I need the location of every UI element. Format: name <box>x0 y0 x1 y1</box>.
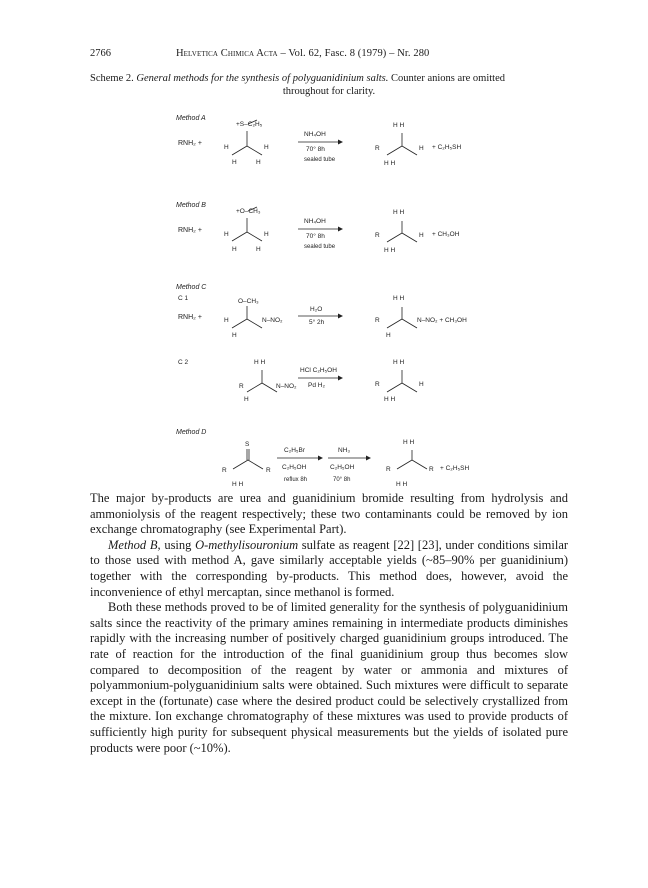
method-d-product-nh2: H H <box>403 439 415 446</box>
c1-product-bond-3 <box>402 319 417 328</box>
b-reagent-bond-3 <box>247 232 262 241</box>
method-b-nh-left: H <box>224 231 229 238</box>
method-d-step1-mid: C₂H₅OH <box>282 464 307 471</box>
method-c2-label: C 2 <box>178 359 189 366</box>
caption-title: General methods for the synthesis of polyguanidinium salts. <box>136 73 389 84</box>
method-a-reagent: RNH₂ + <box>178 140 202 147</box>
method-b-cond-mid: 70° 8h <box>306 233 325 240</box>
d-product-bond-3 <box>412 460 427 469</box>
method-d-product-r2: R <box>429 466 434 473</box>
method-a-substituent: +S–C₂H₅ <box>236 121 263 128</box>
method-c-label: Method C <box>176 284 207 291</box>
method-b-h-left: H <box>232 246 237 253</box>
method-a-cond-bot: sealed tube <box>304 157 336 163</box>
method-c1-cond-mid: 5° 2h <box>309 319 325 326</box>
journal-name: Helvetica Chimica Acta <box>176 48 278 59</box>
method-b-product-h: H <box>419 232 424 239</box>
b-product-bond-2 <box>387 233 402 242</box>
method-c2-product-nh2: H H <box>393 359 405 366</box>
method-d-byproduct: + C₂H₅SH <box>440 465 470 472</box>
paragraph-3: Both these methods proved to be of limited generality for the synthesis of polyguanidinium salts since the reactivity of the primary amines remaining in intermediate products diminishes rapidly with the increasing number of positively charged guanidinium groups introduced. The rate of reaction for the introduction of the final guanidinium group thus becomes slow compared to decomposition of the reagent by water or ammonia and mixtures of polyammonium-polyguanidinium salts were obtained. Such mixtures were difficult to separate except in the (fortunate) case where the desired product could be selectively crystallized from the mixture. Ion exchange chromatography of these mixtures was used to provide products of sufficiently high purity for subsequent physical measurements but the yields of isolated pure products were poor (~10%). <box>90 600 568 755</box>
caption-line-2: throughout for clarity. <box>282 86 376 97</box>
method-b-label: Method B <box>176 202 206 209</box>
c2-reagent-bond-3 <box>262 383 277 392</box>
method-b-nh-right: H <box>264 231 269 238</box>
method-b-cond-top: NH₄OH <box>304 218 326 225</box>
d-arrowhead-1 <box>318 456 323 461</box>
method-a-cond-mid: 70° 8h <box>306 146 325 153</box>
method-a-h-right: H <box>256 159 261 166</box>
c2-product-bond-2 <box>387 383 402 392</box>
c2-arrowhead <box>338 376 343 381</box>
method-c2-reagent-r: R <box>239 383 244 390</box>
b-reagent-bond-2 <box>232 232 247 241</box>
method-b-byproduct: + CH₃OH <box>432 231 460 238</box>
method-c2-reagent-nh2: H H <box>254 359 266 366</box>
method-c2-product-h: H <box>419 381 424 388</box>
method-c-nitro: N–NO₂ <box>262 317 283 324</box>
method-d-step2-top: NH₃ <box>338 447 351 454</box>
method-c1-label: C 1 <box>178 295 189 302</box>
a-reagent-bond-2 <box>232 146 247 155</box>
scheme-caption <box>90 72 568 98</box>
method-b-cond-bot: sealed tube <box>304 244 336 250</box>
d-reagent-bond-4 <box>248 460 263 469</box>
method-d-product-r: R <box>386 466 391 473</box>
c1-reagent-bond-2 <box>232 319 247 328</box>
method-b-ref: Method B, <box>108 537 161 552</box>
scheme-svg <box>0 108 648 490</box>
method-d-step1-bot: reflux 8h <box>284 477 308 483</box>
a-product-bond-3 <box>402 146 417 155</box>
paragraph-2-a: using <box>164 537 192 552</box>
method-b-substituent: +O–CH₃ <box>236 208 261 215</box>
c2-product-bond-3 <box>402 383 417 392</box>
method-a-product-nh2: H H <box>393 122 405 129</box>
method-b-product-hh: H H <box>384 247 396 254</box>
method-c2-product-r: R <box>375 381 380 388</box>
caption-label: Scheme 2. <box>90 73 134 84</box>
a-reagent-bond-3 <box>247 146 262 155</box>
method-a-label: Method A <box>176 115 206 122</box>
method-b-reagent: RNH₂ + <box>178 227 202 234</box>
a-product-bond-2 <box>387 146 402 155</box>
method-c2-reagent-h: H <box>244 396 249 403</box>
method-a-nh-right: H <box>264 144 269 151</box>
method-d-label: Method D <box>176 429 207 436</box>
method-b-product-nh2: H H <box>393 209 405 216</box>
b-arrowhead <box>338 227 343 232</box>
method-d-step2-bot: 70° 8h <box>333 477 351 483</box>
d-arrowhead-2 <box>366 456 371 461</box>
paragraph-2 <box>90 538 568 600</box>
method-b-product-r: R <box>375 232 380 239</box>
method-a-nh-left: H <box>224 144 229 151</box>
page-number: 2766 <box>90 48 111 59</box>
method-c-nh-left: H <box>224 317 229 324</box>
method-c-h-left: H <box>232 332 237 339</box>
method-d-product-hh: H H <box>396 481 408 488</box>
method-c2-cond-bot: Pd H₂ <box>308 382 325 389</box>
method-c-substituent: O–CH₃ <box>238 298 259 305</box>
reaction-scheme <box>0 108 648 490</box>
caption-rest: Counter anions are omitted <box>391 73 506 84</box>
c1-reagent-bond-3 <box>247 319 262 328</box>
method-d-sulfur: S <box>245 441 250 448</box>
method-a-product-r: R <box>375 145 380 152</box>
method-c1-product-tail: N–NO₂ + CH₃OH <box>417 317 467 324</box>
paragraph-1: The major by-products are urea and guanidinium bromide resulting from hydrolysis and ammoniolysis of the reagent respectively; these two contaminants could be removed by ion exchange chromatography (see Experimental Part). <box>90 491 568 537</box>
d-reagent-bond-3 <box>233 460 248 469</box>
body-text <box>90 491 568 756</box>
method-a-byproduct: + C₂H₅SH <box>432 144 462 151</box>
journal-citation <box>176 48 429 59</box>
method-d-reagent-hh: H H <box>232 481 244 488</box>
reagent-name: O-methylisouronium <box>195 537 299 552</box>
c2-reagent-bond-2 <box>247 383 262 392</box>
method-d-reagent-r: R <box>222 467 227 474</box>
c1-product-bond-2 <box>387 319 402 328</box>
d-product-bond-2 <box>397 460 412 469</box>
a-arrowhead <box>338 140 343 145</box>
method-d-step1-top: C₂H₅Br <box>284 447 306 454</box>
method-c1-product-nh2: H H <box>393 295 405 302</box>
method-c2-nitro: N–NO₂ <box>276 383 297 390</box>
method-c-reagent: RNH₂ + <box>178 314 202 321</box>
method-c2-cond-top: HCl C₂H₅OH <box>300 367 337 374</box>
c1-arrowhead <box>338 314 343 319</box>
paragraph-2-b: sulfate as reagent [22] [23], under conditions similar to those used with method A, gave similarly acceptable yields (~85–90% per guanidinium) together with the corresponding by-products. This method does, however, avoid the inconvenience of ethyl mercaptan, since methanol is formed. <box>90 537 569 599</box>
method-d-reagent-r2: R <box>266 467 271 474</box>
method-c1-cond-top: H₂O <box>310 306 323 313</box>
method-a-product-h: H <box>419 145 424 152</box>
b-product-bond-3 <box>402 233 417 242</box>
method-a-h-left: H <box>232 159 237 166</box>
method-c1-product-h: H <box>386 332 391 339</box>
method-b-h-right: H <box>256 246 261 253</box>
method-a-cond-top: NH₄OH <box>304 131 326 138</box>
method-c1-product-r: R <box>375 317 380 324</box>
method-d-step2-mid: C₂H₅OH <box>330 464 355 471</box>
method-a-product-hh: H H <box>384 160 396 167</box>
journal-issue: – Vol. 62, Fasc. 8 (1979) – Nr. 280 <box>280 48 430 59</box>
method-c2-product-hh: H H <box>384 396 396 403</box>
